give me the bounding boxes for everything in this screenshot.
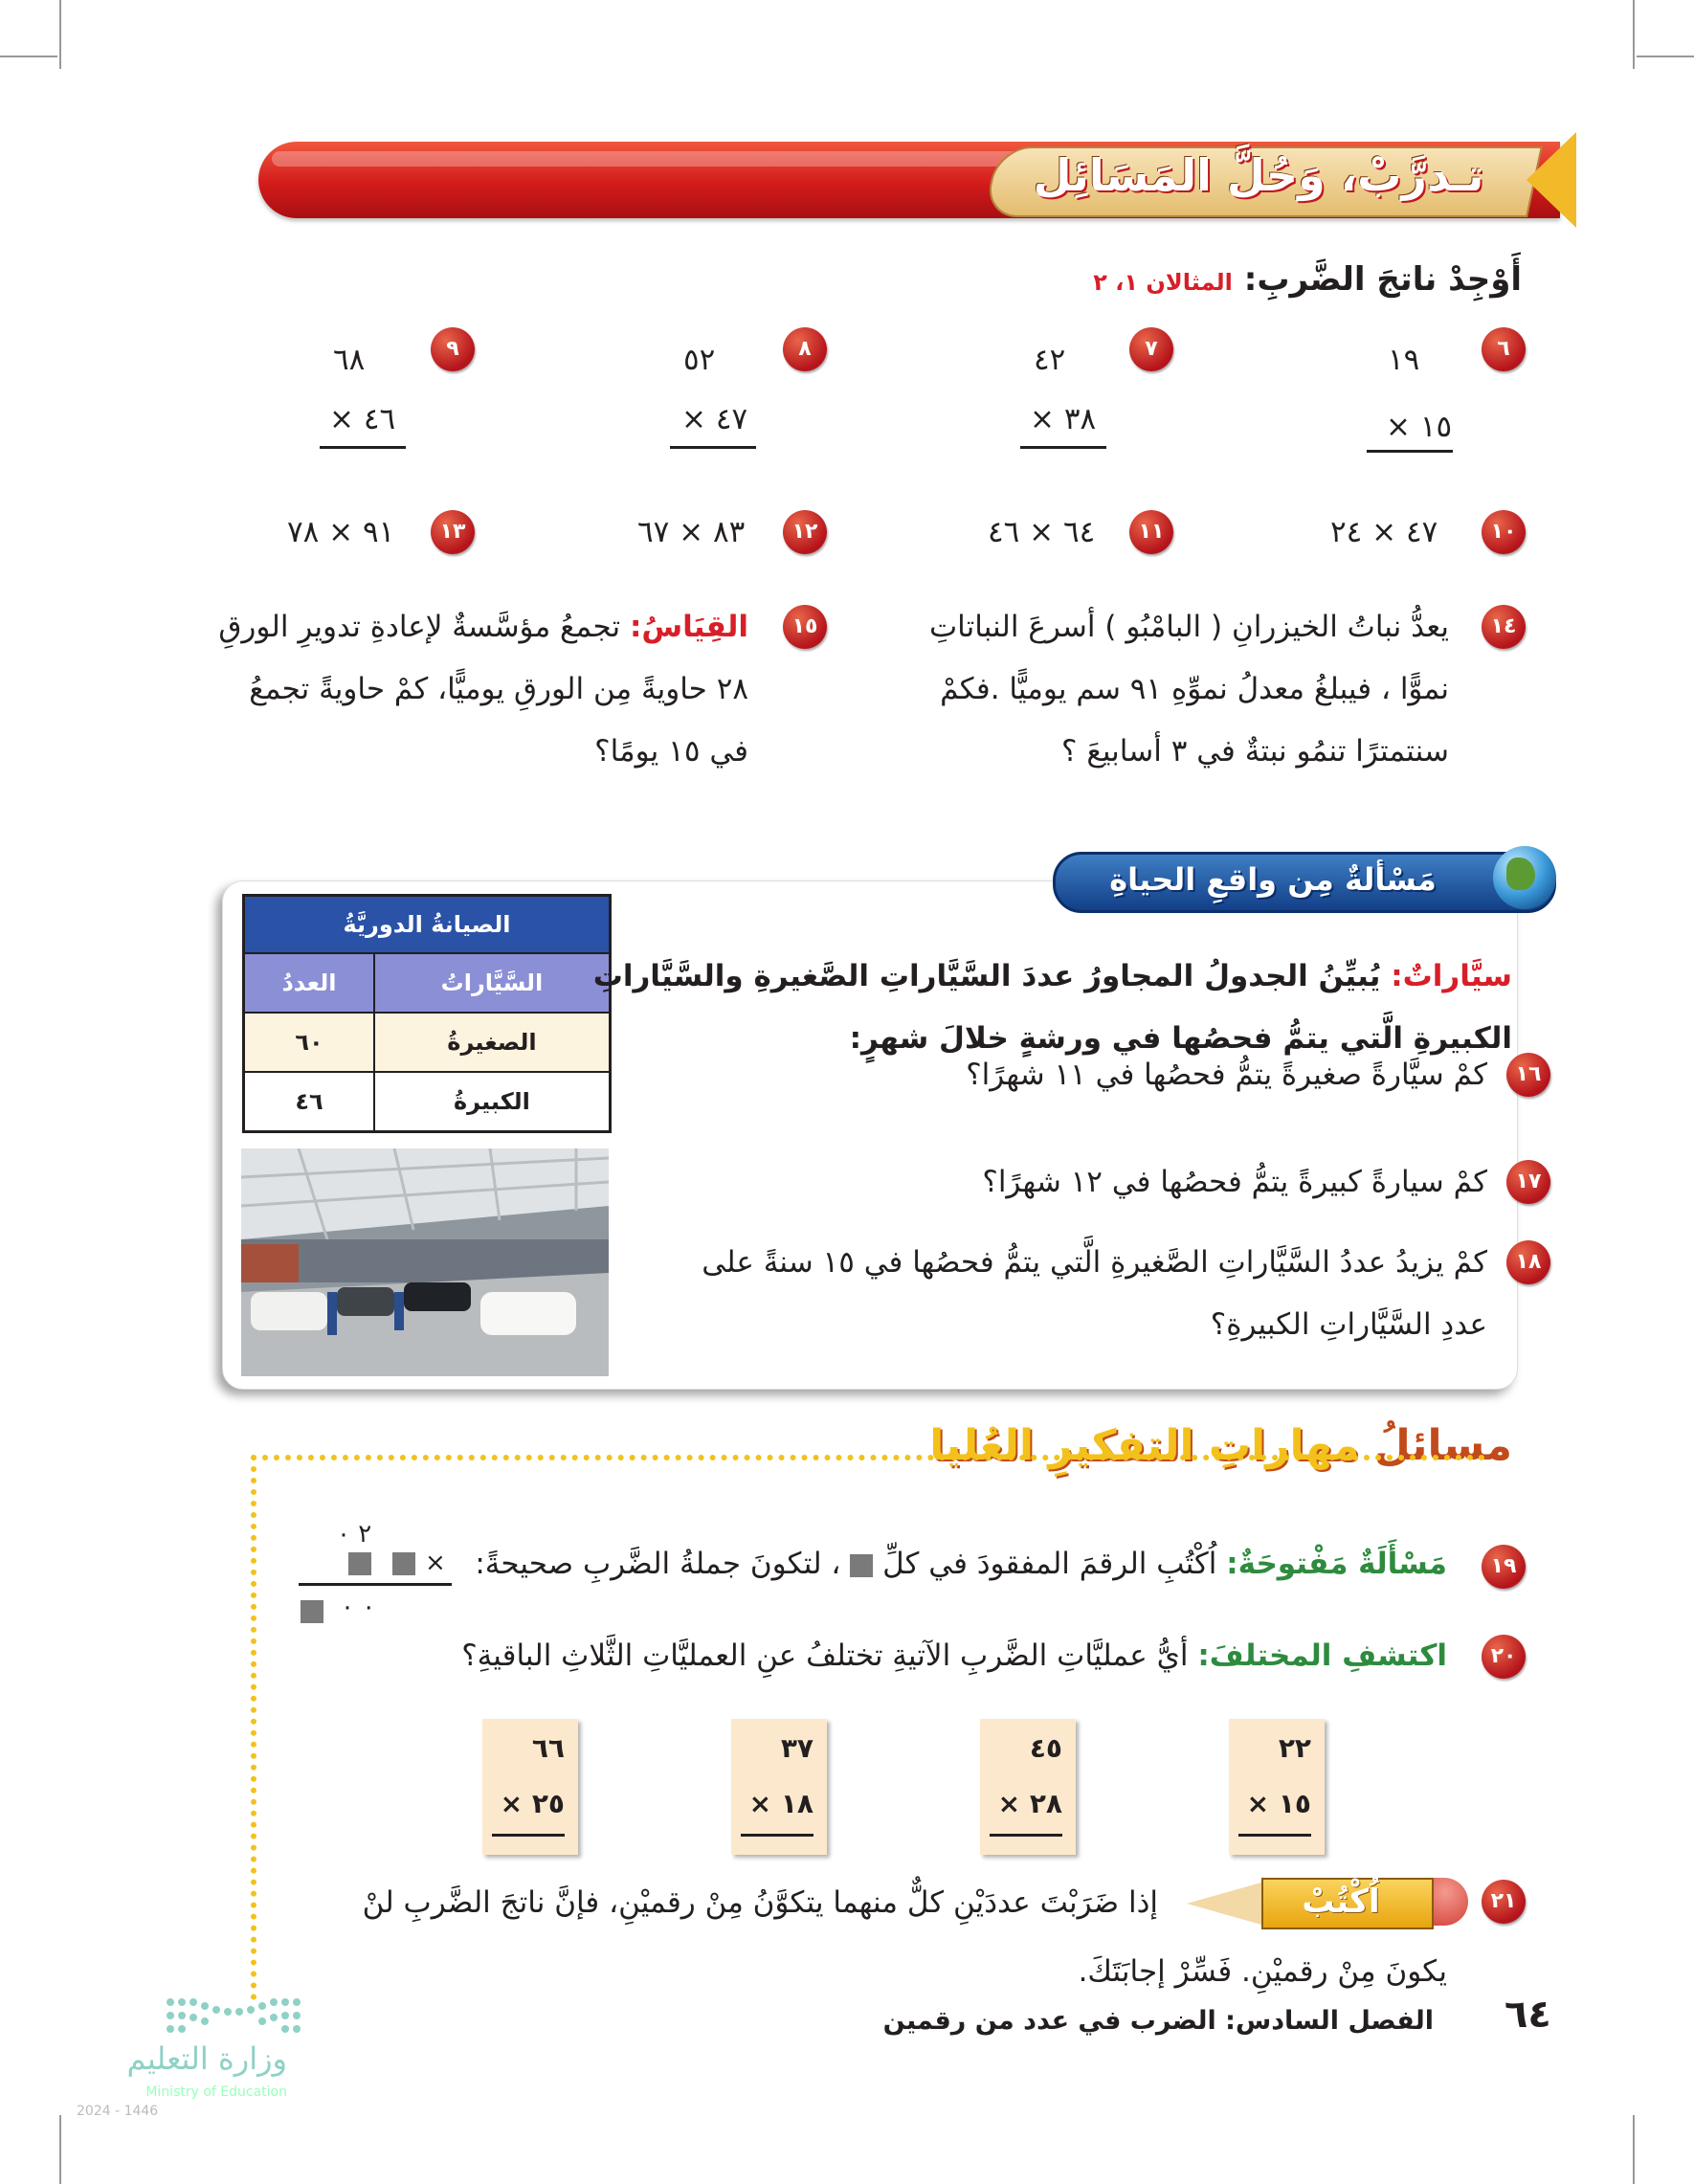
problem-underline: [299, 1583, 452, 1586]
crop-mark: [59, 0, 61, 69]
question-text: كمْ سيارةً كبيرةً يتمُّ فحصُها في ١٢ شهرًا؟: [982, 1165, 1487, 1199]
problem-number-badge: ٢١: [1482, 1880, 1526, 1924]
problem-expression: ٦٤ × ٤٦: [988, 515, 1096, 549]
multiplication-card: [731, 1719, 827, 1855]
instruction: [1093, 260, 1522, 299]
realworld-intro-text: يُبيِّنُ الجدولُ المجاورُ عددَ السَّيَّاراتِ الصَّغيرةِ والسَّيَّاراتِ: [592, 959, 1381, 993]
problem-top-number: ٤٢: [1034, 343, 1066, 377]
hot-section-title: [929, 1421, 1512, 1470]
table-cell-count: ٤٦: [244, 1072, 374, 1132]
ministry-name-en: Ministry of Education: [145, 2084, 287, 2100]
ministry-logo: [77, 1991, 287, 2134]
problem-text-line: نموًّا ، فيبلغُ معدلُ نموِّهِ ٩١ سم يوميًّا .فكمْ: [940, 672, 1449, 706]
card-underline: [990, 1834, 1062, 1837]
crop-mark: [0, 56, 57, 57]
square-icon: [850, 1554, 873, 1577]
problem-text-line: سنتمترًا تنمُو نبتةٌ في ٣ أسابيعَ ؟: [1061, 734, 1449, 769]
write-label: اُكْتُبْ: [1302, 1883, 1380, 1921]
real-world-title: مَسْألةٌ مِن واقعِ الحياةِ: [1109, 861, 1437, 898]
odd-one-out-keyword: اكتشفِ المختلفَ:: [1197, 1638, 1447, 1673]
question-text: أيُّ عمليَّاتِ الضَّربِ الآتيةِ تختلفُ عنِ العمليَّاتِ الثَّلاثِ الباقيةِ؟: [461, 1638, 1189, 1673]
problem-text-line: في ١٥ يومًا؟: [594, 734, 748, 769]
problem-text: تجمعُ مؤسَّسةٌ لإعادةِ تدويرِ الورقِ: [218, 610, 621, 644]
problem-top-number: ١٩: [1388, 343, 1420, 377]
problem-underline: [1020, 446, 1106, 449]
question-text: [475, 1535, 1447, 1593]
problem-number-badge: ٨: [783, 327, 827, 371]
card-bottom-number: × ١٥: [1246, 1788, 1311, 1819]
problem-number-badge: ١٠: [1482, 510, 1526, 554]
pencil-tip-icon: [1187, 1883, 1261, 1925]
maintenance-table: [242, 894, 612, 1133]
problem-number-badge: ٦: [1482, 327, 1526, 371]
multiplication-top-number: ٢ ٠: [337, 1520, 372, 1549]
ministry-year: 2024 - 1446: [77, 2104, 159, 2119]
problem-number-badge: ١٧: [1506, 1160, 1550, 1204]
missing-digit-box: [392, 1552, 415, 1575]
banner-arrow-icon: [1527, 132, 1576, 228]
realworld-intro-line: [593, 947, 1512, 1005]
hot-title-text: مهاراتِ التفكيرِ العُليا: [929, 1421, 1360, 1470]
practice-banner-title: تـدرَّبْ، وَحُلَّ المَسَائِل: [1033, 149, 1484, 201]
dotted-border: [251, 1455, 256, 2000]
problem-top-number: ٦٨: [333, 343, 366, 377]
crop-mark: [1637, 56, 1694, 57]
crop-mark: [1633, 2115, 1635, 2184]
question-text-b: ، لتكونَ جملةُ الضَّربِ صحيحةً:: [475, 1547, 841, 1581]
problem-text-line: [218, 598, 748, 656]
table-cell-type: الكبيرةُ: [374, 1072, 611, 1132]
multiplication-bottom-number: ٠ ٠: [341, 1593, 376, 1621]
problem-number-badge: ١١: [1129, 510, 1173, 554]
instruction-text: أَوْجِدْ ناتجَ الضَّربِ:: [1243, 260, 1522, 299]
card-underline: [741, 1834, 814, 1837]
problem-bottom-number: × ٤٦: [329, 402, 396, 436]
question-text: كمْ يزيدُ عددُ السَّيَّاراتِ الصَّغيرةِ الَّتي يتمُّ فحصُها في ١٥ سنةً على: [702, 1245, 1487, 1280]
problem-text-line: يعدُّ نباتُ الخيزرانِ ( البامْبُو ) أسرعَ النباتاتِ: [929, 610, 1449, 644]
question-text: [461, 1627, 1447, 1684]
crop-mark: [59, 2115, 61, 2184]
missing-digit-box: [348, 1552, 371, 1575]
question-text: كمْ سيَّارةً صغيرةً يتمُّ فحصُها في ١١ شهرًا؟: [966, 1058, 1487, 1092]
table-header-cars: السَّيَّاراتُ: [374, 953, 611, 1013]
globe-icon: [1493, 846, 1556, 909]
page-number: ٦٤: [1505, 1993, 1551, 2037]
question-text: يكونَ مِنْ رقميْنِ. فَسِّرْ إجابَتَكَ.: [1078, 1954, 1447, 1989]
dotted-border: [251, 1455, 1485, 1460]
ministry-name-ar: وزارة التعليم: [126, 2040, 287, 2077]
card-underline: [492, 1834, 565, 1837]
question-text-a: اُكْتُبِ الرقمَ المفقودَ في كلِّ: [882, 1547, 1217, 1581]
problem-underline: [670, 446, 756, 449]
multiplication-card: [980, 1719, 1076, 1855]
problem-number-badge: ٧: [1129, 327, 1173, 371]
card-top-number: ٤٥: [1029, 1732, 1062, 1764]
footer-chapter: [883, 2006, 1434, 2036]
problem-underline: [320, 446, 406, 449]
card-underline: [1238, 1834, 1311, 1837]
pencil-eraser-icon: [1430, 1878, 1468, 1926]
problem-number-badge: ١٦: [1506, 1053, 1550, 1097]
missing-digit-box: [301, 1600, 323, 1623]
problem-expression: ٨٣ × ٦٧: [637, 515, 746, 549]
chapter-label: الفصل السادس:: [1225, 2006, 1434, 2036]
card-top-number: ٣٧: [780, 1732, 814, 1764]
problem-underline: [1367, 450, 1453, 453]
realworld-intro-line: الكبيرةِ الَّتي يتمُّ فحصُها في ورشةٍ خلالَ شهرٍ:: [849, 1021, 1512, 1056]
problem-number-badge: ٢٠: [1482, 1635, 1526, 1679]
problem-expression: ٩١ × ٧٨: [287, 515, 395, 549]
question-text: عددِ السَّيَّاراتِ الكبيرةِ؟: [1210, 1307, 1487, 1342]
problem-expression: ٤٧ × ٢٤: [1330, 515, 1438, 549]
card-bottom-number: × ٢٥: [500, 1788, 565, 1819]
table-cell-count: ٦٠: [244, 1013, 374, 1072]
card-top-number: ٦٦: [531, 1732, 565, 1764]
multiplication-card: [1229, 1719, 1325, 1855]
problem-number-badge: ٩: [431, 327, 475, 371]
problem-bottom-number: × ٤٧: [681, 402, 748, 436]
problem-bottom-number: × ٣٨: [1030, 402, 1097, 436]
card-bottom-number: × ٢٨: [997, 1788, 1062, 1819]
table-title: الصيانةُ الدوريَّةُ: [244, 896, 611, 954]
problem-number-badge: ١٨: [1506, 1240, 1550, 1284]
card-bottom-number: × ١٨: [748, 1788, 814, 1819]
problem-number-badge: ١٤: [1482, 605, 1526, 649]
cars-keyword: سيَّاراتٌ:: [1391, 959, 1512, 993]
ministry-dots-icon: [163, 1991, 316, 2039]
table-row: [244, 1072, 611, 1132]
problem-text-line: ٢٨ حاويةً مِن الورقِ يوميًّا، كمْ حاويةً تجمعُ: [249, 672, 748, 706]
multiplication-card: [482, 1719, 578, 1855]
open-ended-keyword: مَسْأَلَةٌ مَفْتوحَةٌ:: [1226, 1547, 1447, 1581]
garage-photo: [241, 1148, 609, 1376]
garage-illustration: [241, 1148, 609, 1376]
measurement-keyword: القِيَاسُ:: [629, 610, 748, 644]
hot-title-word: مسائلُ: [1373, 1421, 1512, 1470]
problem-number-badge: ١٢: [783, 510, 827, 554]
table-header-count: العددُ: [244, 953, 374, 1013]
question-text: إذا ضَرَبْتَ عددَيْنِ كلٌّ منهما يتكوَّنُ مِنْ رقميْنِ، فإنَّ ناتجَ الضَّربِ لنْ: [362, 1885, 1158, 1920]
table-cell-type: الصغيرةُ: [374, 1013, 611, 1072]
problem-bottom-number: × ١٥: [1386, 410, 1453, 444]
card-top-number: ٢٢: [1278, 1732, 1311, 1764]
problem-number-badge: ١٥: [783, 605, 827, 649]
problem-number-badge: ١٩: [1482, 1545, 1526, 1589]
multiplication-sign: ×: [425, 1549, 446, 1577]
examples-reference: المثالان ١، ٢: [1093, 269, 1233, 296]
problem-top-number: ٥٢: [683, 343, 716, 377]
crop-mark: [1633, 0, 1635, 69]
problem-number-badge: ١٣: [431, 510, 475, 554]
table-row: [244, 1013, 611, 1072]
chapter-title: الضرب في عدد من رقمين: [882, 2006, 1216, 2036]
